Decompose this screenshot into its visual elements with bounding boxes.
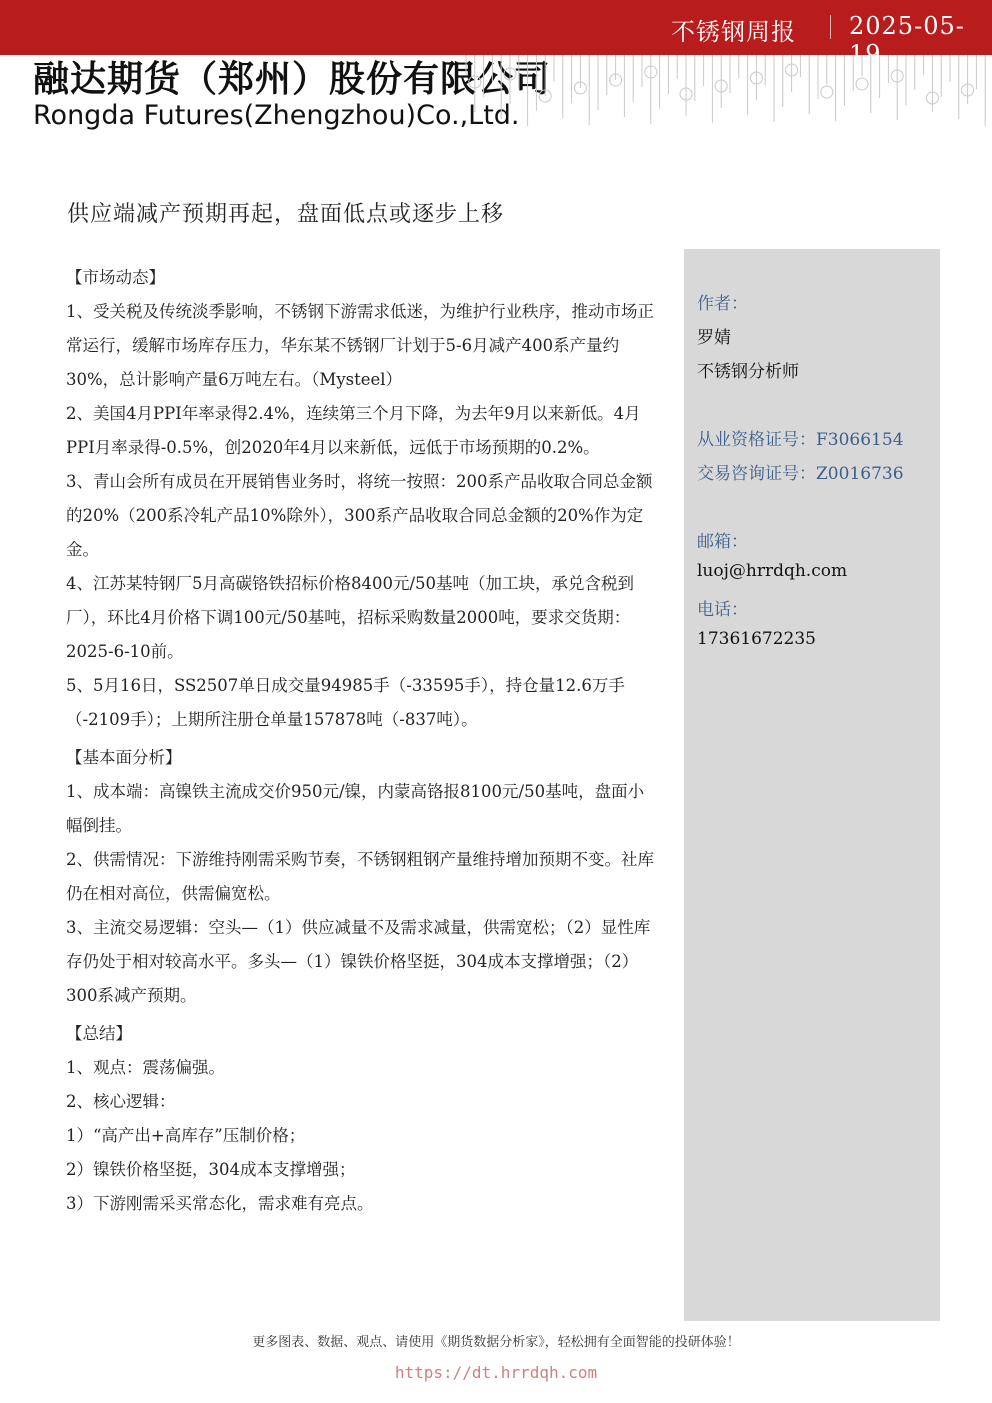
report-title: 不锈钢周报 [671, 18, 796, 46]
summary-item: 2、核心逻辑： [66, 1092, 176, 1111]
fundamental-item: 3、主流交易逻辑：空头—（1）供应减量不及需求减量，供需宽松；（2）显性库存仍处于相对较高水平。多头—（1）镍铁价格坚挺，304成本支撑增强；（2）300系减产预期。 [66, 918, 651, 1005]
phone-label: 电话： [697, 600, 748, 620]
market-item: 1、受关税及传统淡季影响，不锈钢下游需求低迷，为维护行业秩序，推动市场正常运行，缓解市场库存压力，华东某不锈钢厂计划于5-6月减产400系产量约30%，总计影响产量6万吨左右。（Mysteel） [66, 302, 654, 389]
qualification-number: 从业资格证号：F3066154 [697, 430, 904, 450]
footer-link[interactable]: https://dt.hrrdqh.com [394, 1363, 598, 1382]
footer-note: 更多图表、数据、观点、请使用《期货数据分析家》，轻松拥有全面智能的投研体验！ [252, 1335, 740, 1350]
header-divider [830, 15, 831, 39]
summary-item: 1）“高产出+高库存”压制价格； [66, 1126, 306, 1145]
email-label: 邮箱： [697, 532, 748, 552]
market-item: 5、5月16日，SS2507单日成交量94985手（-33595手），持仓量12.6万手（-2109手）；上期所注册仓单量157878吨（-837吨）。 [66, 676, 625, 729]
company-name-cn: 融达期货（郑州）股份有限公司 [33, 58, 552, 100]
header-bar [0, 0, 992, 68]
fundamental-heading: 【基本面分析】 [66, 748, 182, 767]
author-title: 不锈钢分析师 [697, 362, 799, 382]
author-name: 罗婧 [697, 328, 731, 348]
consult-number: 交易咨询证号：Z0016736 [697, 464, 904, 484]
fundamental-item: 2、供需情况：下游维持刚需采购节奏，不锈钢粗钢产量维持增加预期不变。社库仍在相对高位，供需偏宽松。 [66, 850, 654, 903]
header-decoration [462, 55, 992, 127]
report-headline: 供应端减产预期再起，盘面低点或逐步上移 [67, 202, 505, 227]
email-address[interactable]: luoj@hrrdqh.com [697, 561, 848, 581]
summary-heading: 【总结】 [66, 1024, 132, 1043]
report-date: 2025-05-19 [849, 12, 965, 68]
phone-number: 17361672235 [697, 629, 816, 649]
market-item: 2、美国4月PPI年率录得2.4%，连续第三个月下降，为去年9月以来新低。4月PPI月率录得-0.5%，创2020年4月以来新低，远低于市场预期的0.2%。 [66, 404, 641, 457]
market-heading: 【市场动态】 [66, 268, 165, 287]
main-content [66, 257, 656, 1221]
market-item: 4、江苏某特钢厂5月高碳铬铁招标价格8400元/50基吨（加工块，承兑含税到厂），环比4月价格下调100元/50基吨，招标采购数量2000吨，要求交货期：2025-6-10前。 [66, 574, 635, 661]
summary-item: 1、观点：震荡偏强。 [66, 1058, 225, 1077]
market-item: 3、青山会所有成员在开展销售业务时，将统一按照：200系产品收取合同总金额的20%（200系冷轧产品10%除外），300系产品收取合同总金额的20%作为定金。 [66, 472, 653, 559]
author-label: 作者： [697, 294, 748, 314]
author-sidebar [684, 249, 940, 1321]
summary-item: 3）下游刚需采买常态化，需求难有亮点。 [66, 1194, 374, 1213]
summary-item: 2）镍铁价格坚挺，304成本支撑增强； [66, 1160, 356, 1179]
fundamental-item: 1、成本端：高镍铁主流成交价950元/镍，内蒙高铬报8100元/50基吨，盘面小幅倒挂。 [66, 782, 645, 835]
company-name-en: Rongda Futures(Zhengzhou)Co.,Ltd. [33, 100, 520, 131]
